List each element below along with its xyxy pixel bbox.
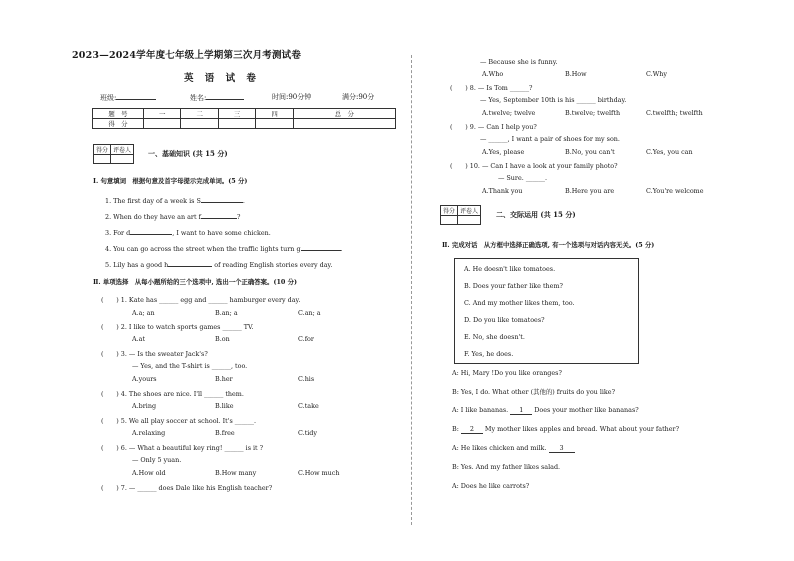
box-option-a: A. He doesn't like tomatoes.: [464, 265, 556, 273]
mc-q3-stem: ( ) 3. — Is the sweater Jack's?: [101, 350, 208, 358]
mc-q7-opt-b: B.How: [565, 70, 587, 78]
mc-q4-stem: ( ) 4. The shoes are nice. I'll ______ them.: [101, 390, 244, 398]
mc-q4-opt-c: C.take: [298, 402, 319, 410]
mc-q6-line2: — Only 5 yuan.: [132, 456, 182, 464]
mc-q10-opt-b: B.Here you are: [565, 187, 615, 195]
mc-q3-line2: — Yes, and the T-shirt is ______, too.: [132, 362, 248, 370]
grader-table: 得分 评卷人: [93, 144, 134, 164]
mc-q2-opt-b: B.on: [215, 335, 230, 343]
mc-q10-opt-c: C.You're welcome: [646, 187, 704, 195]
part1-heading: Ⅰ. 句意填词 根据句意及首字母提示完成单词。(5 分): [93, 177, 248, 185]
mc-q5-opt-c: C.tidy: [298, 429, 318, 437]
name-label: 姓名:: [190, 92, 244, 103]
mc-q10-opt-a: A.Thank you: [482, 187, 523, 195]
score-table: 题 号 一 二 三 四 总 分 得 分: [92, 108, 396, 129]
mc-q8-opt-b: B.twelve; twelfth: [565, 109, 621, 117]
fill-item-2: 2. When do they have an art f ?: [105, 213, 241, 221]
options-box: [454, 258, 639, 364]
column-divider: [411, 55, 412, 525]
dialogue-line-6: B: Yes. And my father likes salad.: [452, 463, 561, 471]
mc-q8-stem: ( ) 8. — Is Tom ______?: [450, 84, 533, 92]
part2-heading: Ⅱ. 单项选择 从每小题所给的三个选项中, 选出一个正确答案。(10 分): [93, 278, 297, 286]
fill-item-5: 5. Lily has a good h of reading English stories every day.: [105, 261, 333, 269]
mc-q9-stem: ( ) 9. — Can I help you?: [450, 123, 537, 131]
dialogue-line-4: B: 2 My mother likes apples and bread. What about your father?: [452, 425, 680, 433]
time-label: 时间:90分钟: [272, 93, 312, 101]
fill-item-1: 1. The first day of a week is S .: [105, 197, 245, 205]
mc-q2-opt-c: C.for: [298, 335, 314, 343]
mc-q2-opt-a: A.at: [132, 335, 146, 343]
mc-q1-opt-c: C.an; a: [298, 309, 321, 317]
mc-q8-line2: — Yes, September 10th is his ______ birthday.: [480, 96, 627, 104]
dialogue-line-5: A: He likes chicken and milk. 3: [452, 444, 575, 453]
mc-q7-opt-a: A.Who: [482, 70, 504, 78]
box-option-e: E. No, she doesn't.: [464, 333, 525, 341]
mc-q2-stem: ( ) 2. I like to watch sports games ______ TV.: [101, 323, 254, 331]
blank-1[interactable]: 1: [510, 406, 532, 415]
mc-q10-line2: — Sure. ______.: [498, 174, 548, 182]
box-option-d: D. Do you like tomatoes?: [464, 316, 545, 324]
mc-q4-opt-a: A.bring: [132, 402, 157, 410]
full-score-label: 满分:90分: [342, 93, 375, 101]
blank-2[interactable]: 2: [461, 425, 483, 434]
section1-heading: 一、基础知识 (共 15 分): [148, 149, 228, 158]
mc-q9-opt-b: B.No, you can't: [565, 148, 615, 156]
mc-q4-opt-b: B.like: [215, 402, 234, 410]
dialogue-part-heading: Ⅱ. 完成对话 从方框中选择正确选项, 有一个选项与对话内容无关。(5 分): [442, 241, 655, 249]
fill-item-3: 3. For d , I want to have some chicken.: [105, 229, 271, 237]
dialogue-line-2: B: Yes, I do. What other (其他的) fruits do you like?: [452, 388, 615, 396]
blank-3[interactable]: 3: [549, 444, 575, 453]
mc-q6-stem: ( ) 6. — What a beautiful key ring! ______ is it ?: [101, 444, 264, 452]
grader-table-2: 得分 评卷人: [440, 205, 481, 225]
mc-q3-opt-b: B.her: [215, 375, 233, 383]
mc-q6-opt-a: A.How old: [132, 469, 166, 477]
box-option-b: B. Does your father like them?: [464, 282, 563, 290]
dialogue-line-7: A: Does he like carrots?: [452, 482, 530, 490]
mc-q5-stem: ( ) 5. We all play soccer at school. It's ______.: [101, 417, 257, 425]
mc-q7-line2: — Because she is funny.: [480, 58, 558, 66]
exam-subtitle: 英 语 试 卷: [184, 73, 260, 84]
mc-q7-opt-c: C.Why: [646, 70, 667, 78]
dialogue-line-1: A: Hi, Mary !Do you like oranges?: [452, 369, 562, 377]
mc-q6-opt-b: B.How many: [215, 469, 257, 477]
box-option-c: C. And my mother likes them, too.: [464, 299, 575, 307]
mc-q8-opt-c: C.twelfth; twelfth: [646, 109, 703, 117]
mc-q5-opt-a: A.relaxing: [132, 429, 166, 437]
mc-q10-stem: ( ) 10. — Can I have a look at your family photo?: [450, 162, 618, 170]
mc-q3-opt-c: C.his: [298, 375, 315, 383]
mc-q3-opt-a: A.yours: [132, 375, 157, 383]
mc-q9-opt-c: C.Yes, you can: [646, 148, 693, 156]
mc-q9-line2: — ______, I want a pair of shoes for my son.: [480, 135, 620, 143]
fill-item-4: 4. You can go across the street when the traffic lights turn g .: [105, 245, 343, 253]
mc-q5-opt-b: B.free: [215, 429, 235, 437]
dialogue-line-3: A: I like bananas. 1 Does your mother like bananas?: [452, 406, 639, 414]
mc-q1-stem: ( ) 1. Kate has ______ egg and ______ hamburger every day.: [101, 296, 301, 304]
mc-q8-opt-a: A.twelve; twelve: [482, 109, 536, 117]
mc-q7-stem: ( ) 7. — ______ does Dale like his English teacher?: [101, 484, 273, 492]
mc-q1-opt-b: B.an; a: [215, 309, 238, 317]
box-option-f: F. Yes, he does.: [464, 350, 514, 358]
right-column: [420, 0, 794, 561]
mc-q6-opt-c: C.How much: [298, 469, 340, 477]
class-label: 班级:: [100, 92, 156, 103]
mc-q9-opt-a: A.Yes, please: [482, 148, 525, 156]
mc-q1-opt-a: A.a; an: [132, 309, 155, 317]
section2-heading: 二、交际运用 (共 15 分): [496, 210, 576, 219]
exam-title: 2023—2024学年度七年级上学期第三次月考测试卷: [72, 50, 302, 61]
